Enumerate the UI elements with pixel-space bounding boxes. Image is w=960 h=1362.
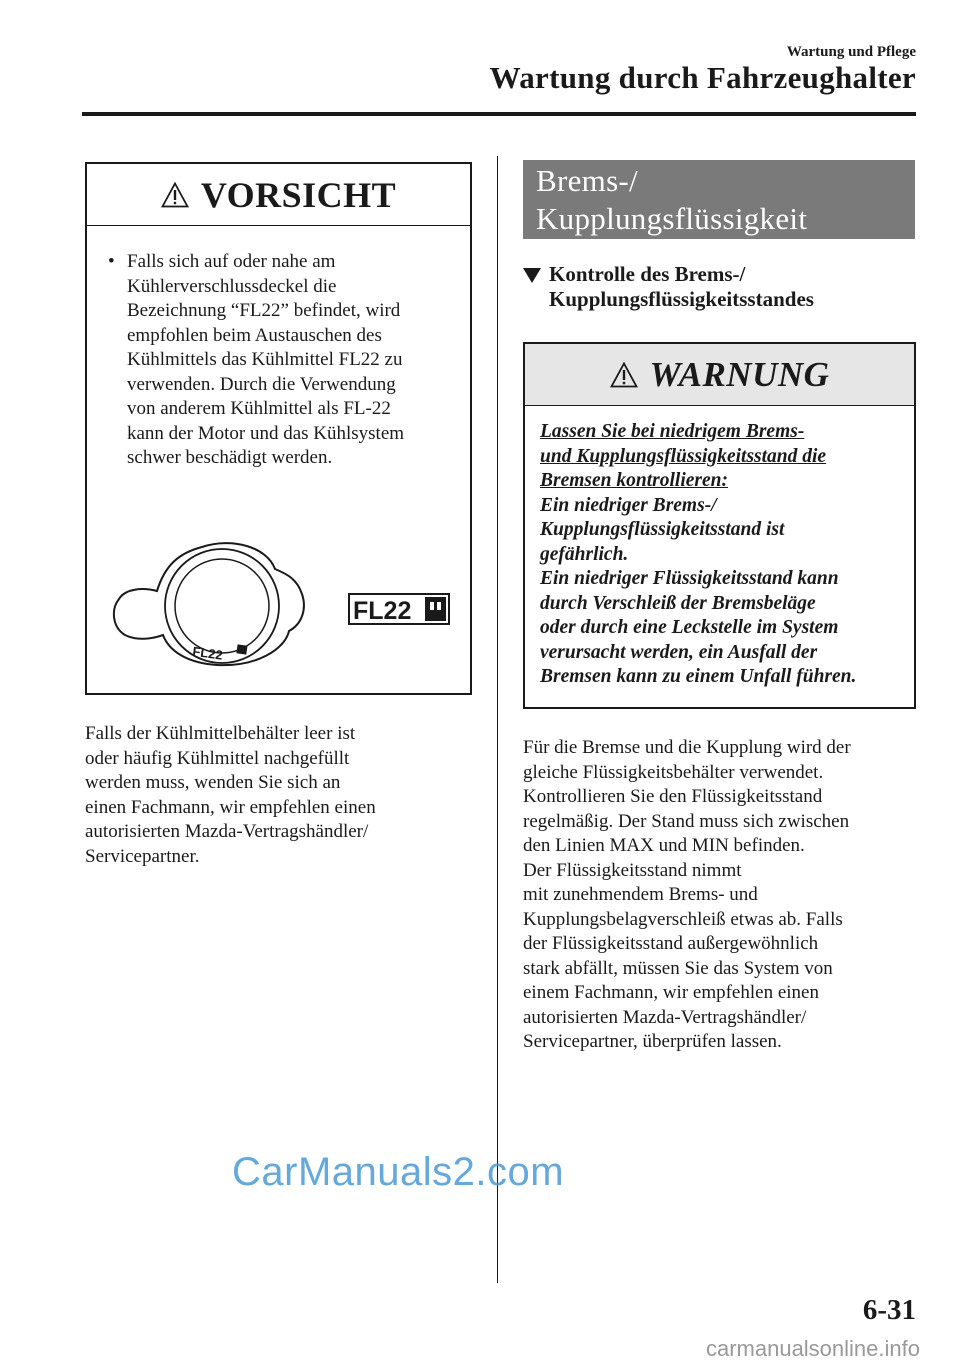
caution-bullet-text — [108, 250, 448, 471]
warning-line: verursacht werden, ein Ausfall der — [540, 641, 818, 663]
footer-watermark: carmanualsonline.info — [705, 1336, 920, 1361]
triangle-bullet-icon — [523, 268, 541, 283]
subheading — [523, 262, 915, 312]
warning-underlined-line: Bremsen kontrollieren: — [540, 470, 728, 491]
page-number: 6-31 — [862, 1294, 916, 1326]
warning-line: Bremsen kann zu einem Unfall führen. — [540, 666, 857, 687]
text-line: gleiche Flüssigkeitsbehälter verwendet. — [523, 761, 824, 783]
cap-label: FL22 — [191, 643, 224, 663]
text-line: den Linien MAX und MIN befinden. — [523, 835, 805, 856]
text-line: Kupplungsbelagverschleiß etwas ab. Falls — [523, 908, 843, 930]
text-line: empfohlen beim Austauschen des — [127, 324, 382, 346]
warning-underlined-line: Lassen Sie bei niedrigem Brems- — [540, 421, 805, 442]
text-line: Servicepartner. — [85, 845, 200, 867]
text-line: Der Flüssigkeitsstand nimmt — [523, 859, 742, 881]
fl22-badge — [349, 594, 449, 625]
text-line: regelmäßig. Der Stand muss sich zwischen — [523, 810, 850, 832]
text-line: Kühlerverschlussdeckel die — [127, 275, 337, 297]
text-line: der Flüssigkeitsstand außergewöhnlich — [523, 933, 819, 954]
header-section-small: Wartung und Pflege — [786, 44, 916, 60]
text-line: Kontrollieren Sie den Flüssigkeitsstand — [523, 786, 823, 807]
text-line: einem Fachmann, wir empfehlen einen — [523, 982, 819, 1003]
text-line: schwer beschädigt werden. — [127, 447, 333, 468]
warning-title: WARNUNG — [649, 354, 830, 394]
brake-fluid-paragraph — [523, 736, 923, 1055]
caution-box — [85, 162, 472, 695]
fl22-badge-label: FL22 — [353, 597, 412, 625]
warning-box — [523, 342, 916, 709]
warning-text — [540, 420, 910, 690]
warning-underlined-line: und Kupplungsflüssigkeitsstand die — [540, 445, 827, 467]
subheading-line: Kontrolle des Brems-/ — [549, 262, 746, 286]
text-line: kann der Motor und das Kühlsystem — [127, 422, 405, 444]
text-line: einen Fachmann, wir empfehlen einen — [85, 796, 376, 818]
warning-line: Ein niedriger Brems-/ — [540, 494, 717, 516]
caution-bullet — [108, 250, 448, 471]
header-rule — [82, 112, 916, 116]
text-line: stark abfällt, müssen Sie das System von — [523, 957, 833, 979]
page-title: Wartung durch Fahrzeughalter — [489, 60, 916, 95]
text-line: autorisierten Mazda-Vertragshändler/ — [85, 821, 369, 842]
text-line: mit zunehmendem Brems- und — [523, 884, 758, 905]
warning-header — [525, 344, 914, 406]
text-line: Kühlmittels das Kühlmittel FL22 zu — [127, 349, 403, 370]
caution-header — [87, 164, 470, 226]
radiator-cap-illustration — [107, 539, 452, 669]
watermark: CarManuals2.com — [232, 1150, 565, 1194]
coolant-paragraph — [85, 722, 475, 869]
warning-line: Ein niedriger Flüssigkeitsstand kann — [540, 568, 839, 589]
text-line: autorisierten Mazda-Vertragshändler/ — [523, 1006, 807, 1028]
warning-line: durch Verschleiß der Bremsbeläge — [540, 592, 816, 614]
text-line: verwenden. Durch die Verwendung — [127, 373, 396, 395]
warning-line: Kupplungsflüssigkeitsstand ist — [540, 519, 785, 540]
text-line: Falls der Kühlmittelbehälter leer ist — [85, 723, 356, 744]
warning-line: gefährlich. — [540, 543, 629, 565]
text-line: oder häufig Kühlmittel nachgefüllt — [85, 747, 350, 769]
section-title — [523, 160, 915, 239]
warning-triangle-icon — [161, 182, 189, 208]
text-line: Servicepartner, überprüfen lassen. — [523, 1031, 782, 1052]
text-line: Bezeichnung “FL22” befindet, wird — [127, 300, 401, 321]
warning-triangle-icon — [610, 362, 638, 388]
section-title-line: Kupplungsflüssigkeit — [536, 201, 808, 236]
subheading-line: Kupplungsflüssigkeitsstandes — [549, 287, 814, 311]
text-line: werden muss, wenden Sie sich an — [85, 772, 341, 793]
section-title-line: Brems-/ — [536, 163, 638, 198]
column-divider — [497, 156, 498, 1283]
caution-title: VORSICHT — [200, 174, 397, 215]
text-line: Falls sich auf oder nahe am — [127, 251, 336, 272]
text-line: von anderem Kühlmittel als FL-22 — [127, 398, 391, 419]
text-line: Für die Bremse und die Kupplung wird der — [523, 737, 851, 758]
bullet-dot: • — [108, 251, 115, 272]
warning-line: oder durch eine Leckstelle im System — [540, 617, 839, 638]
